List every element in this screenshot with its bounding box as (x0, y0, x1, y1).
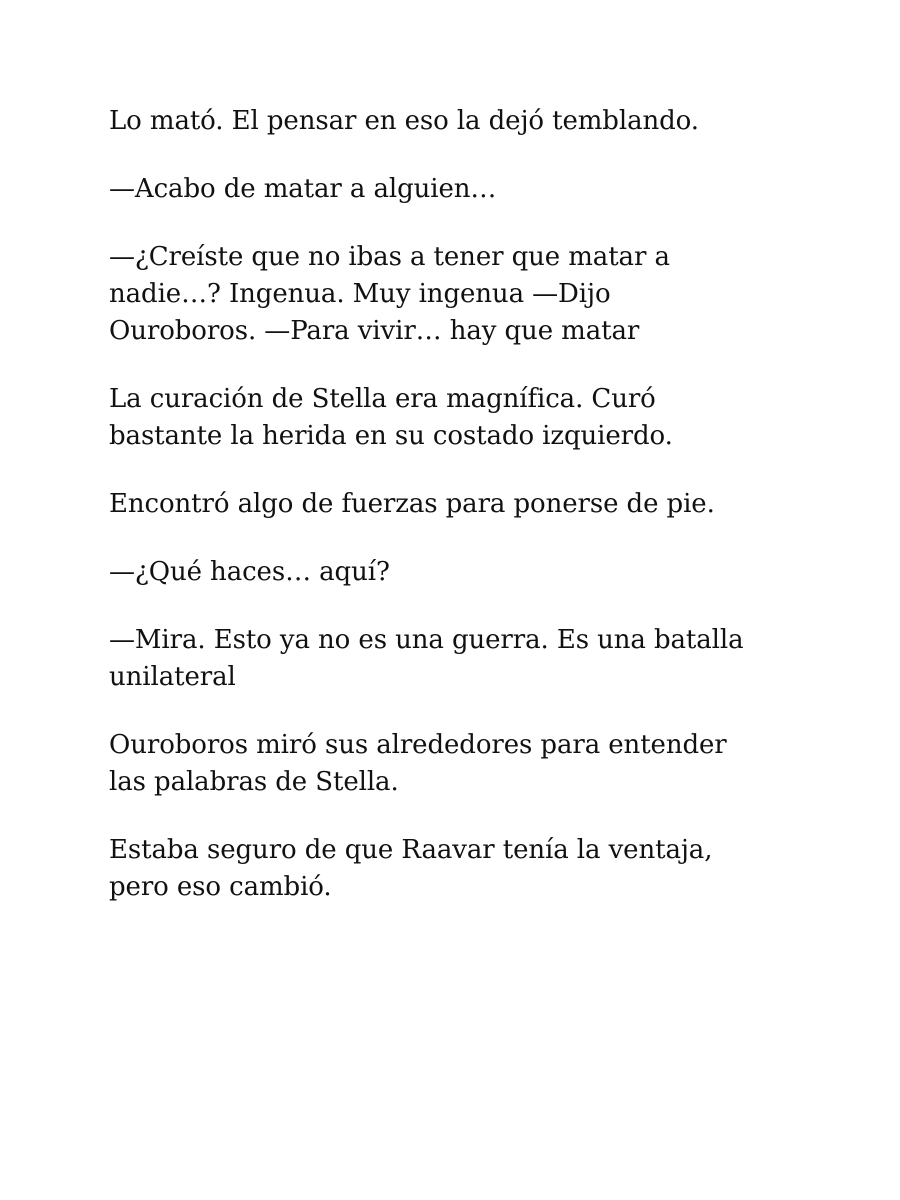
text-line: —¿Creíste que no ibas a tener que matar a (109, 242, 670, 272)
text-line: Ouroboros. —Para vivir… hay que matar (109, 316, 640, 346)
paragraph-8 (109, 727, 809, 801)
text-line: pero eso cambió. (109, 872, 332, 902)
text-line: nadie…? Ingenua. Muy ingenua —Dijo (109, 279, 611, 309)
paragraph-4 (109, 381, 809, 455)
text-line: Ouroboros miró sus alrededores para entender (109, 730, 727, 760)
text-line: las palabras de Stella. (109, 767, 399, 797)
text-line: —Acabo de matar a alguien… (109, 174, 497, 204)
paragraph-3 (109, 239, 809, 350)
document-page (109, 103, 809, 937)
paragraph-2 (109, 171, 809, 208)
text-line: —¿Qué haces… aquí? (109, 557, 390, 587)
text-line: bastante la herida en su costado izquierdo. (109, 421, 673, 451)
paragraph-7 (109, 622, 809, 696)
paragraph-6 (109, 554, 809, 591)
text-line: Estaba seguro de que Raavar tenía la ventaja, (109, 835, 713, 865)
text-line: Encontró algo de fuerzas para ponerse de pie. (109, 489, 715, 519)
paragraph-9 (109, 832, 809, 906)
paragraph-5 (109, 486, 809, 523)
text-line: Lo mató. El pensar en eso la dejó temblando. (109, 106, 699, 136)
text-line: unilateral (109, 662, 236, 692)
paragraph-1 (109, 103, 809, 140)
text-line: —Mira. Esto ya no es una guerra. Es una batalla (109, 625, 744, 655)
text-line: La curación de Stella era magnífica. Curó (109, 384, 656, 414)
